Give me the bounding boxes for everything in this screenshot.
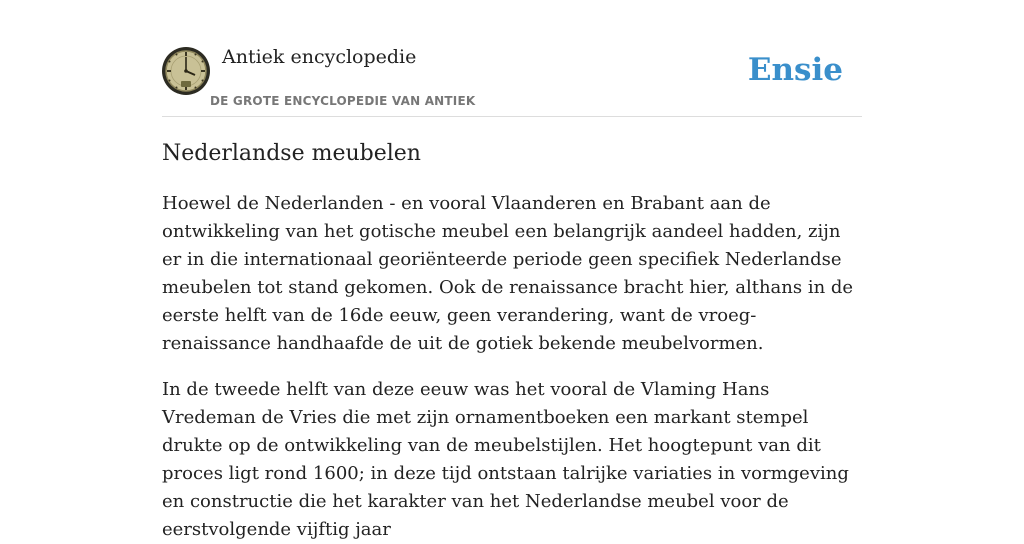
- article-paragraph: Hoewel de Nederlanden - en vooral Vlaanderen en Brabant aan de ontwikkeling van het gotische meubel een belangrijk aandeel hadden, zijn er in die internationaal georiënteerde periode geen specifiek Nederlandse meubelen tot stand gekomen. Ook de renaissance bracht hier, althans in de eerste helft van de 16de eeuw, geen verandering, want de vroeg-renaissance handhaafde de uit de gotiek bekende meubelvormen.: [162, 193, 854, 354]
- brand-logo-link[interactable]: Ensie: [747, 52, 843, 88]
- clock-face-icon: [162, 47, 210, 95]
- site-subtitle: DE GROTE ENCYCLOPEDIE VAN ANTIEK: [210, 94, 476, 108]
- article-title: Nederlandse meubelen: [162, 141, 421, 166]
- article-paragraph: In de tweede helft van deze eeuw was het vooral de Vlaming Hans Vredeman de Vries die met zijn ornamentboeken een markant stempel drukte op de ontwikkeling van de meubelstijlen. Het hoogtepunt van dit proces ligt rond 1600; in deze tijd ontstaan talrijke variaties in vormgeving en constructie die het karakter van het Nederlandse meubel voor de eerstvolgende vijftig jaar: [162, 379, 849, 540]
- site-title[interactable]: Antiek encyclopedie: [222, 46, 417, 68]
- article: [162, 138, 862, 544]
- site-logo[interactable]: [162, 47, 210, 95]
- site-header: [162, 44, 862, 117]
